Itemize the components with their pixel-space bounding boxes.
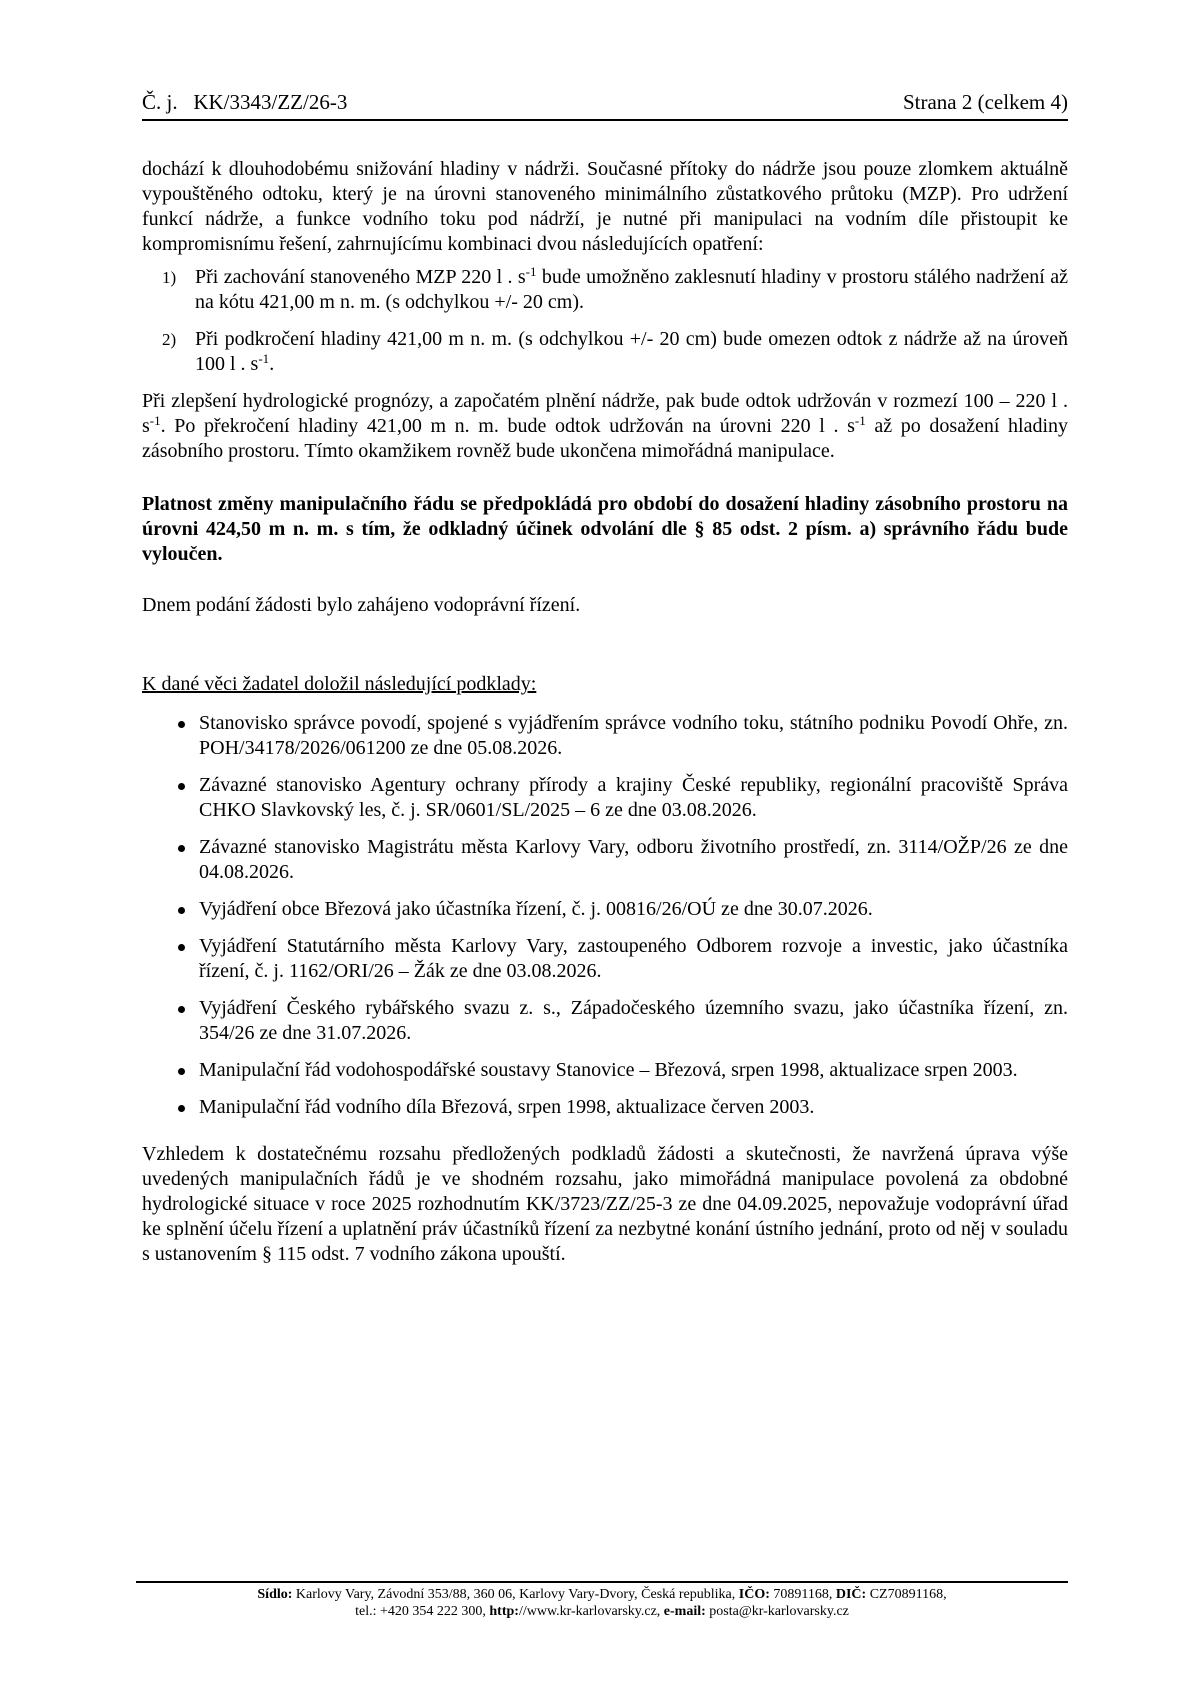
list-item [142, 934, 1068, 984]
list-item-text: Vyjádření obce Březová jako účastníka řízení, č. j. 00816/26/OÚ ze dne 30.07.2026. [199, 898, 873, 920]
list-item-text: Vyjádření Statutárního města Karlovy Vary, zastoupeného Odborem rozvoje a investic, jako účastníka řízení, č. j. 1162/ORI/26 – Žák ze dne 03.08.2026. [199, 935, 1068, 982]
list-item [142, 1058, 1068, 1083]
measure-number: 2) [162, 330, 177, 349]
footer-website-link[interactable]: //www.kr-karlovarsky.cz, [518, 1604, 664, 1619]
unit-exponent: -1 [525, 264, 537, 279]
bullet-icon [178, 845, 185, 852]
list-item-text: Manipulační řád vodního díla Březová, srpen 1998, aktualizace červen 2003. [199, 1096, 815, 1118]
list-item-text: Závazné stanovisko Magistrátu města Karlovy Vary, odboru životního prostředí, zn. 3114/OŽP/26 ze dne 04.08.2026. [199, 836, 1068, 883]
intro-paragraph: dochází k dlouhodobému snižování hladiny v nádrži. Současné přítoky do nádrže jsou pouze zlomkem aktuálně vypouštěného odtoku, který je na úrovni stanoveného minimálního zůstatkového průtoku (MZP). Pro udržení funkcí nádrže, a funkce vodního toku pod nádrží, je nutné při manipulaci na vodním díle přistoupit ke kompromisnímu řešení, zahrnujícímu kombinaci dvou následujících opatření: [142, 158, 1068, 255]
proceedings-start-paragraph: Dnem podání žádosti bylo zahájeno vodoprávní řízení. [142, 594, 581, 616]
footer-sidlo-label: Sídlo: [257, 1587, 293, 1602]
list-item [142, 711, 1068, 761]
footer-dic-value: CZ70891168, [866, 1587, 947, 1602]
footer-ico-label: IČO: [738, 1587, 770, 1602]
conclusion-paragraph: Vzhledem k dostatečnému rozsahu předložených podkladů žádosti a skutečnosti, že navržená úprava výše uvedených manipulačních řádů je ve shodném rozsahu, jako mimořádná manipulace povolená za obdobné hydrologické situace v roce 2025 rozhodnutím KK/3723/ZZ/25-3 ze dne 04.09.2025, nepovažuje vodoprávní úřad ke splnění účelu řízení a uplatnění práv účastníků řízení za nezbytné konání ústního jednání, proto od něj v souladu s ustanovením § 115 odst. 7 vodního zákona upouští. [142, 1143, 1068, 1265]
footer-line-2 [136, 1603, 1068, 1620]
measure-text: Při podkročení hladiny 421,00 m n. m. (s odchylkou +/- 20 cm) bude omezen odtok z nádrže až na úroveň 100 l . s [195, 328, 1068, 375]
list-item-text: Závazné stanovisko Agentury ochrany přírody a krajiny České republiky, regionální pracoviště Správa CHKO Slavkovský les, č. j. SR/0601/SL/2025 – 6 ze dne 03.08.2026. [199, 774, 1068, 821]
footer-email-label: e-mail: [663, 1604, 706, 1619]
measure-item [142, 327, 1068, 377]
unit-exponent: -1 [854, 413, 866, 428]
footer-http-label: http: [489, 1604, 519, 1619]
page-content [142, 90, 1068, 1267]
measure-item [142, 265, 1068, 315]
page-number: Strana 2 (celkem 4) [902, 90, 1068, 114]
prognosis-text-2: . Po překročení hladiny 421,00 m n. m. bude odtok udržován na úrovni 220 l . s [160, 415, 855, 437]
unit-exponent: -1 [149, 413, 161, 428]
podklady-list [142, 711, 1068, 1120]
measure-text: Při zachování stanoveného MZP 220 l . s [195, 266, 526, 288]
footer-dic-label: DIČ: [835, 1587, 867, 1602]
footer-sidlo-value: Karlovy Vary, Závodní 353/88, 360 06, Karlovy Vary-Dvory, Česká republika, [292, 1587, 739, 1602]
bullet-icon [178, 721, 185, 728]
page-header [142, 90, 1068, 121]
prognosis-text-1: Při zlepšení hydrologické prognózy, a započatém plnění nádrže, pak bude odtok udržován v rozmezí 100 – 220 l . s [142, 390, 1068, 437]
footer-tel: tel.: +420 354 222 300, [355, 1604, 490, 1619]
bullet-icon [178, 1006, 185, 1013]
list-item-text: Vyjádření Českého rybářského svazu z. s., Západočeského územního svazu, jako účastníka řízení, zn. 354/26 ze dne 31.07.2026. [199, 997, 1068, 1044]
footer-ico-value: 70891168, [769, 1587, 836, 1602]
bullet-icon [178, 907, 185, 914]
prognosis-text-3: až po dosažení hladiny zásobního prostoru. Tímto okamžikem rovněž bude ukončena mimořádná manipulace. [142, 415, 1069, 462]
podklady-heading: K dané věci žadatel doložil následující podklady: [142, 673, 537, 695]
list-item [142, 897, 1068, 922]
list-item-text: Manipulační řád vodohospodářské soustavy Stanovice – Březová, srpen 1998, aktualizace srpen 2003. [199, 1059, 1018, 1081]
measure-number: 1) [162, 268, 177, 287]
unit-exponent: -1 [258, 351, 270, 366]
validity-paragraph: Platnost změny manipulačního řádu se předpokládá pro období do dosažení hladiny zásobního prostoru na úrovni 424,50 m n. m. s tím, že odkladný účinek odvolání dle § 85 odst. 2 písm. a) správního řádu bude vyloučen. [142, 493, 1068, 565]
prognosis-paragraph [142, 389, 1068, 464]
measure-text-cont: bude umožněno zaklesnutí hladiny v prostoru stálého nadržení až na kótu 421,00 m n. m. (s odchylkou +/- 20 cm). [195, 266, 1068, 313]
list-item-text: Stanovisko správce povodí, spojené s vyjádřením správce vodního toku, státního podniku Povodí Ohře, zn. POH/34178/2026/061200 ze dne 05.08.2026. [199, 712, 1068, 759]
measures-list [142, 265, 1068, 377]
list-item [142, 996, 1068, 1046]
page-footer [136, 1586, 1068, 1620]
bullet-icon [178, 783, 185, 790]
footer-divider [136, 1581, 1068, 1583]
list-item [142, 1095, 1068, 1120]
measure-text-cont: . [269, 353, 275, 375]
footer-email-link[interactable]: posta@kr-karlovarsky.cz [705, 1604, 849, 1619]
bullet-icon [178, 1068, 185, 1075]
list-item [142, 835, 1068, 885]
footer-line-1 [136, 1586, 1068, 1603]
reference-number: Č. j. KK/3343/ZZ/26-3 [142, 90, 348, 114]
list-item [142, 773, 1068, 823]
bullet-icon [178, 1105, 185, 1112]
bullet-icon [178, 944, 185, 951]
